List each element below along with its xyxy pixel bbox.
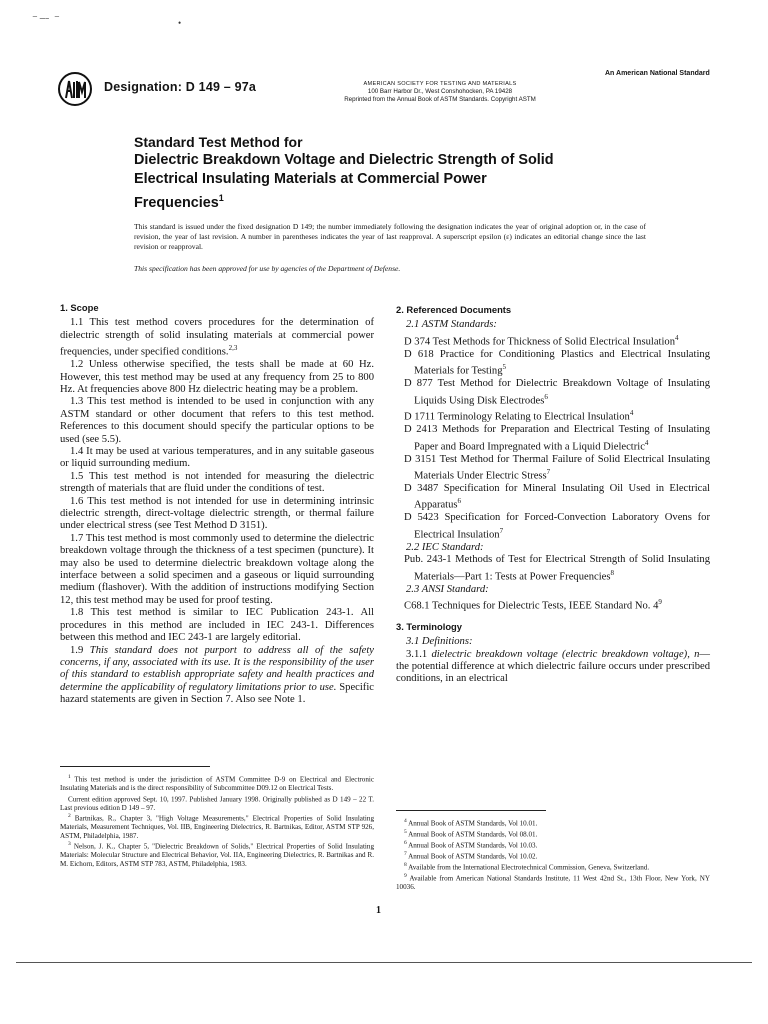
footnote	[60, 840, 374, 868]
safety-statement: This standard does not purport to address all of the safety concerns, if any, associated with its use. It is the responsibility of the user of this standard to establish appropriate safety and health practices and determine the applicability of regulatory limitations prior to use.	[60, 644, 374, 693]
definitions-heading: 3.1 Definitions:	[406, 636, 473, 648]
bottom-rule	[16, 962, 752, 963]
reference-item	[396, 407, 710, 424]
paragraph-1-7: 1.7 This test method is most commonly used to determine the dielectric breakdown voltage through the thickness of a test specimen (puncture). It may also be used to determine dielectric breakdown voltage along the interface between a solid specimen and a gaseous or liquid surrounding medium (flashover). With the addition of instructions modifying Section 12, this test method may be used for proof testing.	[60, 532, 374, 606]
footnote-marker: 3	[68, 841, 71, 848]
reference-text: D 618 Practice for Conditioning Plastics and Electrical Insulating Materials for Testing	[404, 348, 710, 377]
right-column	[396, 304, 710, 686]
paragraph-1-8: 1.8 This test method is similar to IEC Publication 243-1. All procedures in this method are included in IEC 243-1. Differences between this method and IEC 243-1 are largely editorial.	[60, 607, 374, 644]
footnote-list-right	[396, 817, 710, 891]
footnote-marker: 7	[404, 850, 407, 857]
footnote	[396, 839, 710, 850]
footnote-rule	[60, 766, 210, 767]
footnote-text: Annual Book of ASTM Standards, Vol 10.02.	[408, 852, 538, 861]
footnote-text: Annual Book of ASTM Standards, Vol 08.01.	[408, 830, 538, 839]
reference-text: D 3487 Specification for Mineral Insulating Oil Used in Electrical Apparatus	[404, 483, 710, 511]
definition-number: 3.1.1	[406, 648, 428, 660]
title-line-1: Standard Test Method for	[134, 134, 303, 150]
scan-artifact-dot: •	[178, 18, 182, 28]
reference-footnote-ref: 6	[544, 392, 548, 401]
footnote-text: This test method is under the jurisdiction of ASTM Committee D-9 on Electrical and Electronic Insulating Materials and is the direct responsibility of Subcommittee D09.12 on Electrical Tests.	[60, 775, 374, 792]
footnote-marker: 8	[404, 861, 407, 868]
approval-statement: This specification has been approved for use by agencies of the Department of Defense.	[134, 264, 401, 273]
paragraph-1-9-number: 1.9	[70, 644, 84, 656]
reference-item	[396, 378, 710, 407]
reference-text: D 877 Test Method for Dielectric Breakdown Voltage of Insulating Liquids Using Disk Electrodes	[404, 378, 710, 407]
reference-footnote-ref: 4	[629, 409, 634, 418]
footnote-text: Nelson, J. K., Chapter 5, "Dielectric Breakdown of Solids," Electrical Properties of Solid Insulating Materials: Molecular Structure and Electrical Behavior, Vol. IIA, Engineering Dielectrics, R. Bartnikas and R. M. Eichorn, Editors, ASTM STP 783, ASTM, Philadelphia, 1983.	[60, 842, 374, 868]
reference-text: D 1711 Terminology Relating to Electrical Insulation	[404, 411, 630, 423]
footnote-marker: 2	[68, 813, 71, 820]
paragraph-1-2: 1.2 Unless otherwise specified, the tests shall be made at 60 Hz. However, this test method may be used at any frequency from 25 to 800 Hz. At frequencies above 800 Hz dielectric heating may be a problem.	[60, 359, 374, 395]
ansi-standard-heading: 2.3 ANSI Standard:	[406, 583, 489, 595]
footnotes-right	[396, 810, 710, 891]
footnote-text: Available from American National Standards Institute, 11 West 42nd St., 13th Floor, New York, NY 10036.	[396, 874, 710, 891]
footnote	[396, 850, 710, 861]
footnote-marker: 4	[404, 818, 407, 824]
section-heading-referenced-documents: 2. Referenced Documents	[396, 304, 512, 315]
astm-standards-heading: 2.1 ASTM Standards:	[406, 319, 497, 331]
astm-logo-icon	[58, 72, 92, 106]
footnote	[396, 828, 710, 839]
footnote-marker: 1	[68, 774, 71, 780]
reference-item	[396, 332, 710, 349]
astm-standards-list	[396, 332, 710, 542]
paragraph-1-3: 1.3 This test method is intended to be used in conjunction with any ASTM standard or other document that refers to this test method. References to this document should specify the particular options to be used (see 5.5).	[60, 396, 374, 445]
reference-footnote-ref: 5	[502, 363, 506, 372]
footnote	[60, 793, 374, 813]
footnote-marker: 9	[404, 872, 407, 879]
footnote-marker: 6	[404, 839, 407, 846]
reference-text: D 5423 Specification for Forced-Convection Laboratory Ovens for Electrical Insulation	[404, 512, 710, 541]
reference-item	[396, 512, 710, 541]
reference-footnote-ref: 4	[644, 438, 649, 447]
reference-text: D 2413 Methods for Preparation and Electrical Testing of Insulating Paper and Board Impregnated with a Liquid Dielectric	[404, 424, 710, 453]
section-heading-scope: 1. Scope	[60, 302, 99, 313]
footnote	[60, 812, 374, 840]
footnote	[396, 872, 710, 892]
title-line-4-text: Frequencies	[134, 194, 219, 211]
reference-text: D 3151 Test Method for Thermal Failure of Solid Electrical Insulating Materials Under Electric Stress	[404, 453, 710, 482]
reference-footnote-ref: 8	[610, 568, 614, 577]
footnote-text: Annual Book of ASTM Standards, Vol 10.01.	[408, 819, 538, 828]
footnote-text: Bartnikas, R., Chapter 3, "High Voltage Measurements," Electrical Properties of Solid Insulating Materials, Measurement Techniques, Vol. IIB, Engineering Dielectrics, R. Bartnikas, Editor, ASTM STP 926, ASTM, Philadelphia, 1987.	[60, 814, 374, 840]
left-column	[60, 302, 374, 707]
footnote-rule	[396, 810, 546, 811]
footnotes-left	[60, 766, 374, 868]
footnote-text: Current edition approved Sept. 10, 1997. Published January 1998. Originally published as D 149 – 22 T. Last previous edition D 149 – 97.	[60, 794, 374, 812]
ansi-note: An American National Standard	[605, 70, 710, 77]
footnote	[396, 817, 710, 828]
designation: Designation: D 149 – 97a	[104, 80, 257, 94]
society-street: 100 Barr Harbor Dr., West Conshohocken, PA 19428	[367, 88, 513, 96]
paragraph-1-6: 1.6 This test method is not intended for use in determining intrinsic dielectric strength, direct-voltage dielectric strength, or thermal failure under electrical stress (see Test Method D 3151).	[60, 495, 374, 532]
iec-standard-heading: 2.2 IEC Standard:	[406, 541, 484, 553]
society-name: AMERICAN SOCIETY FOR TESTING AND MATERIALS	[363, 81, 517, 87]
reference-text: D 374 Test Methods for Thickness of Solid Electrical Insulation	[404, 336, 676, 348]
reference-item	[396, 554, 710, 583]
reference-item	[396, 454, 710, 483]
definition-term: dielectric breakdown voltage (electric breakdown voltage), n	[431, 648, 700, 660]
reference-item	[396, 349, 710, 378]
reference-footnote-ref: 7	[499, 526, 504, 535]
reference-item	[396, 483, 710, 512]
reference-footnote-ref: 4	[675, 333, 679, 342]
footnote-marker: 5	[404, 828, 407, 835]
document-title	[134, 133, 694, 213]
paragraph-1-5: 1.5 This test method is not intended for measuring the dielectric strength of materials that are fluid under the conditions of test.	[60, 470, 374, 495]
reprint-note: Reprinted from the Annual Book of ASTM Standards. Copyright ASTM	[344, 95, 536, 103]
footnote-text: Available from the International Electrotechnical Commission, Geneva, Switzerland.	[408, 863, 650, 872]
definition-text: —the potential difference at which dielectric failure occurs under prescribed conditions, in an electrical	[396, 648, 710, 685]
reference-text: C68.1 Techniques for Dielectric Tests, IEEE Standard No. 4	[404, 600, 659, 612]
reference-footnote-ref: 9	[658, 597, 662, 606]
paragraph-1-1-ref: 2,3	[228, 344, 238, 353]
scan-artifact-mark: ⁻ ̶ ̵ ⁻	[32, 13, 62, 25]
reference-text: Pub. 243-1 Methods of Test for Electrical Strength of Solid Insulating Materials—Part 1: Tests at Power Frequencies	[404, 554, 710, 583]
society-address	[320, 81, 560, 103]
footnote-list-left	[60, 773, 374, 868]
reference-footnote-ref: 6	[457, 497, 462, 506]
footnote	[396, 861, 710, 872]
paragraph-1-9	[60, 645, 374, 707]
paragraph-1-1	[60, 317, 374, 359]
title-line-3: Electrical Insulating Materials at Commercial Power	[134, 171, 487, 187]
page-number: 1	[376, 905, 381, 916]
definition-3-1-1	[396, 649, 710, 686]
paragraph-1-1-text: 1.1 This test method covers procedures for the determination of dielectric strength of solid insulating materials at commercial power frequencies, under specified conditions.	[60, 317, 374, 358]
hazard-statement: Specific hazard statements are given in Section 7. Also see Note 1.	[60, 681, 374, 706]
title-line-4	[134, 189, 694, 213]
title-footnote-ref: 1	[218, 193, 224, 203]
reference-item	[396, 596, 710, 613]
section-heading-terminology: 3. Terminology	[396, 620, 462, 632]
footnote-text: Annual Book of ASTM Standards, Vol 10.03.	[408, 841, 538, 850]
reference-item	[396, 424, 710, 453]
title-line-2: Dielectric Breakdown Voltage and Dielectric Strength of Solid	[134, 152, 554, 168]
paragraph-1-4: 1.4 It may be used at various temperatures, and in any suitable gaseous or liquid surrounding medium.	[60, 446, 374, 470]
issued-statement: This standard is issued under the fixed designation D 149; the number immediately following the designation indicates the year of original adoption or, in the case of revision, the year of last revision. A number in parentheses indicates the year of last reapproval. A superscript epsilon (ε) indicates an editorial change since the last revision or reapproval.	[134, 222, 646, 251]
footnote	[60, 773, 374, 793]
reference-footnote-ref: 7	[546, 468, 551, 477]
